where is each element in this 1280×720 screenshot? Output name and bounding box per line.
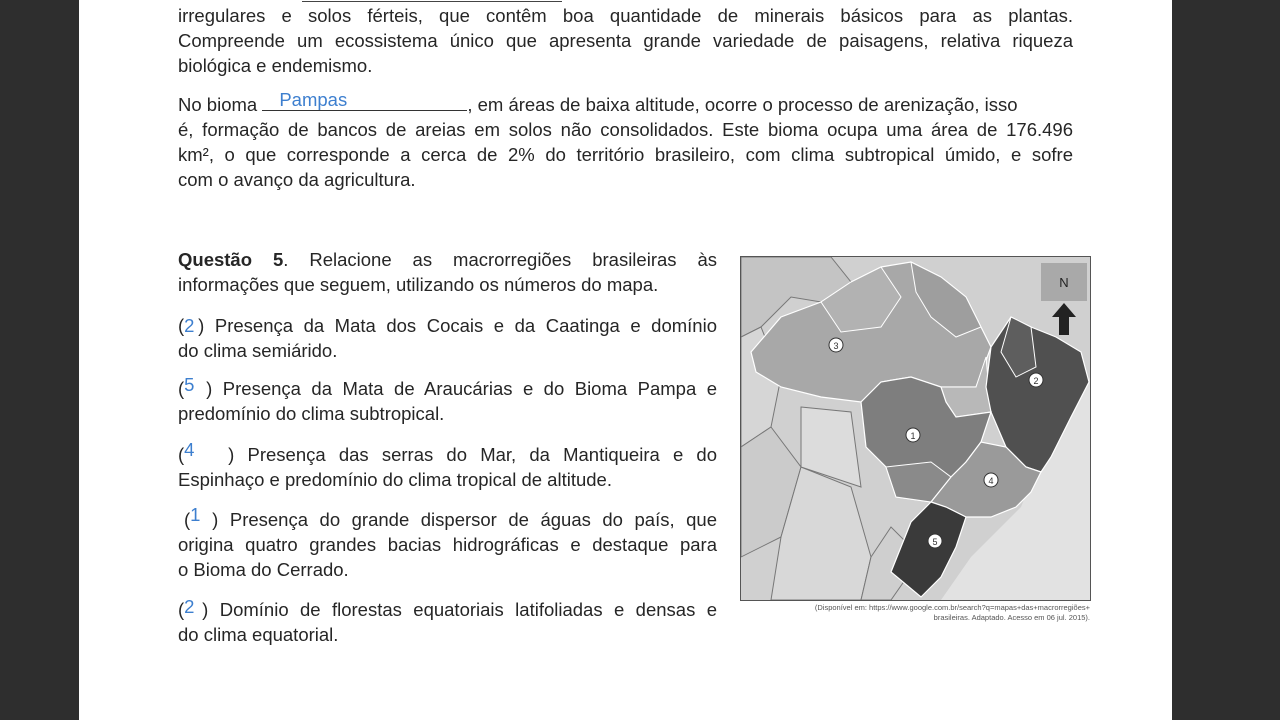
question-line: Questão 5. Relacione as macrorregiões brasileiras às <box>178 249 717 270</box>
bioma-prefix: No bioma <box>178 94 258 115</box>
region-marker-1 <box>906 428 920 442</box>
line-suffix: , em áreas de baixa altitude, ocorre o processo de arenização, isso <box>467 94 1018 115</box>
answer-blank <box>262 89 467 111</box>
question-title: Questão 5 <box>178 249 284 270</box>
caption-line: brasileiras. Adaptado. Acesso em 06 jul. 2015). <box>933 613 1090 622</box>
region-marker-5 <box>928 534 942 548</box>
region-label: 2 <box>1033 376 1039 386</box>
text-line-with-blank <box>178 89 1073 117</box>
text-line: irregulares e solos férteis, que contêm boa quantidade de minerais básicos para as plantas. <box>178 5 1073 26</box>
caption-line: (Disponível em: https://www.google.com.br/search?q=mapas+das+macrorregiões+ <box>814 603 1090 612</box>
text-line: km², o que corresponde a cerca de 2% do território brasileiro, com clima subtropical úmido, e sofre <box>178 144 1073 165</box>
map-caption <box>740 603 1090 623</box>
top-answer-line <box>302 0 562 2</box>
document-page <box>79 0 1172 720</box>
item-2: (5 ) Presença da Mata de Araucárias e do Bioma Pampa e predomínio do clima subtropical. <box>178 374 717 424</box>
handwritten-answer: 4 <box>184 439 195 460</box>
item-3: (4 ) Presença das serras do Mar, da Mantiqueira e do Espinhaço e predomínio do clima tropical de altitude. <box>178 439 717 490</box>
text-line: com o avanço da agricultura. <box>178 169 416 190</box>
text-line: é, formação de bancos de areias em solos não consolidados. Este bioma ocupa uma área de 176.496 <box>178 119 1073 140</box>
map-svg <box>741 257 1090 600</box>
handwritten-answer-pampas: Pampas <box>279 89 348 110</box>
paragraph-pampas <box>178 89 1073 192</box>
north-label: N <box>1059 275 1069 290</box>
item-4: (1 ) Presença do grande dispersor de águas do país, que origina quatro grandes bacias hidrográficas e destaque para o Bioma do Cerrado. <box>178 504 717 580</box>
region-label: 1 <box>910 431 916 441</box>
question-5-intro <box>178 247 717 297</box>
region-marker-2 <box>1029 373 1043 387</box>
handwritten-answer: 2 <box>184 596 195 617</box>
region-label: 5 <box>932 537 938 547</box>
question-line: informações que seguem, utilizando os números do mapa. <box>178 274 659 295</box>
handwritten-answer: 2 <box>184 315 195 336</box>
region-label: 3 <box>833 341 839 351</box>
handwritten-answer: 1 <box>190 504 201 525</box>
region-label: 4 <box>988 476 994 486</box>
handwritten-answer: 5 <box>184 374 195 395</box>
region-marker-3 <box>829 338 843 352</box>
text-line: Compreende um ecossistema único que apresenta grande variedade de paisagens, relativa riqueza <box>178 30 1073 51</box>
region-marker-4 <box>984 473 998 487</box>
item-5: (2 ) Domínio de florestas equatoriais latifoliadas e densas e do clima equatorial. <box>178 596 717 645</box>
paragraph-ecosystem <box>178 3 1073 78</box>
item-1: (2 ) Presença da Mata dos Cocais e da Caatinga e domínio do clima semiárido. <box>178 315 717 361</box>
text-line: biológica e endemismo. <box>178 55 373 76</box>
brazil-regions-map <box>740 256 1091 601</box>
